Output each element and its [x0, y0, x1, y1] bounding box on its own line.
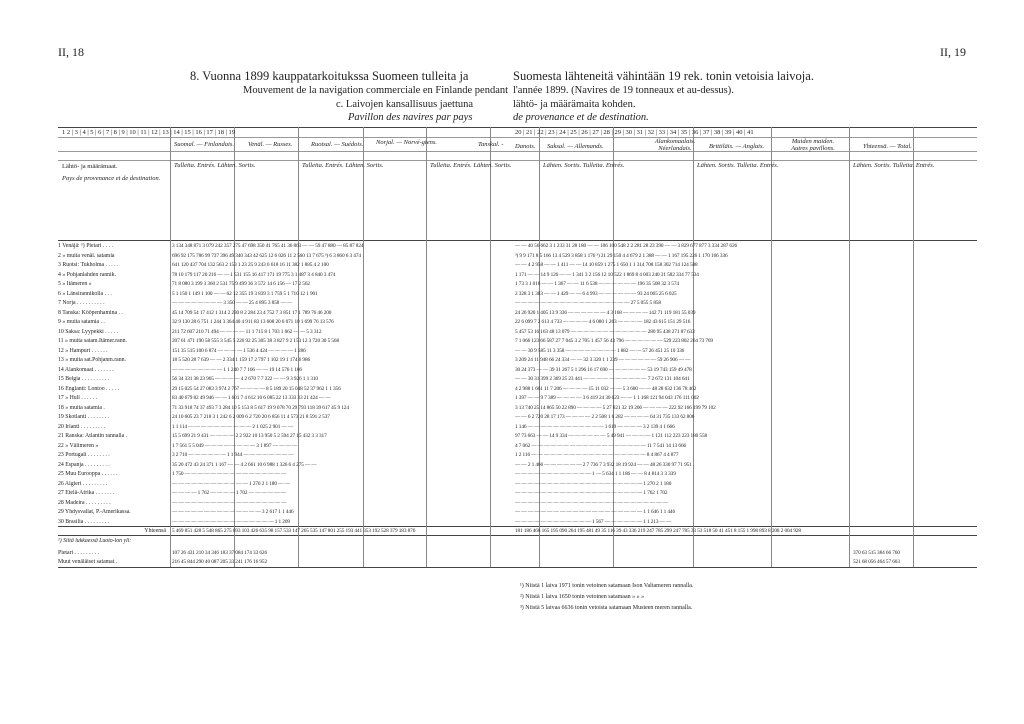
- row-label: 5 » Itämeren »: [58, 281, 92, 287]
- table-row: 22 6 099 7 2 613 4 733 — — — — 4 6 080 1 263 — — — — 182 43 615 151 29 516: [515, 319, 691, 325]
- table-row: — — — — — — — — — — — — — — — — — — — — 1 1 646 1 1 446: [515, 509, 676, 515]
- row-label: 7 Norja . . . . . . . . . .: [58, 300, 105, 306]
- table-row: 32 9 130 28 6 751 1 244 3 364 40 4 911 83 13 608 20 6 071 10 1 699 76 13 576: [172, 319, 334, 325]
- table-row: — — — — — — — — — — — — — — — — — — — — 1 762 1 702: [515, 490, 668, 496]
- table-row: 4 7 062 — — — — — — — — — — — — — — — — — — 11 7 541 14 13 666: [515, 442, 687, 449]
- table-row: 83 40 679 82 49 946 — — 1 601 7 4 612 10 6 085 22 13 333 33 21 424 — —: [172, 395, 331, 401]
- footnote-1: ¹) Niistä 1 laiva 1971 tonin vetoinen satamaan Ison Valtameren rannalla.: [520, 583, 694, 589]
- table-row: — — — — — — — — 3 350 — — 25 4 895 3 858 — —: [172, 300, 293, 306]
- table-row: 15 5 699 21 9 431 — — — — 2 2 922 10 13 950 5 2 594 27 15 432 3 3 317: [172, 433, 327, 439]
- row-label: 29 Yhdysvallat, P.-Amerikassa.: [58, 509, 131, 515]
- subtitle-left-1: Mouvement de la navigation commerciale en Finlande pendant: [243, 85, 509, 96]
- row-label: 9 » muita satamia . .: [58, 319, 105, 325]
- table-row: 24 26 920 1 405 13 9 336 — — — — — — 4 3 168 — — — — 142 71 119 181 55 039: [515, 309, 696, 316]
- row-label: 22 » Välimeren »: [58, 442, 99, 449]
- flag-german: Saksal. — Allemands.: [547, 143, 604, 150]
- table-row: — — 30 31 399 2 369 25 23 441 — — — — — — — — — — 7 2 672 131 104 641: [515, 376, 690, 382]
- footnote-3: ³) Niistä 5 laivaa 6636 tonin vetoista satamaan Musteen meren rannalla.: [520, 605, 693, 611]
- table-row: 1 7 561 5 5 049 — — — — — — — — 3 1 897 — — — —: [172, 442, 298, 449]
- muut-label: Muut venäläiset satamat .: [58, 559, 118, 565]
- table-row: 151 35 515 100 6 874 — — — — 1 536 4 424 — — — — 1 286: [172, 347, 306, 354]
- row-label: 28 Madeira . . . . . . . . .: [58, 499, 111, 506]
- table-row: 1 2 116 — — — — — — — — — — — — — — — — — — 8 4 867 4 4 877: [515, 452, 679, 458]
- left-table: [58, 127, 518, 567]
- table-row: — — — — — — — — — — — — — — — — — — — — — — — —: [515, 499, 668, 506]
- table-row: 97 73 663 — — 14 9 334 — — — — — — 5 49 941 — — — — 1 121 112 223 223 180 558: [515, 433, 708, 439]
- right-in-out-2: Lähten. Sortis. Tulleita. Entrés.: [697, 162, 779, 169]
- table-row: — — — — 1 762 — — — — 1 702 — — — — — —: [172, 490, 286, 496]
- table-row: 1 1 114 — — — — — — — — — — 2 1 025 2 901 — —: [172, 423, 294, 430]
- table-row: 5 457 53 16 163 48 13 079 — — — — — — — — — — — — 280 95 438 271 87 633: [515, 328, 695, 335]
- row-label: 8 Tanska: Kööpenhamina . .: [58, 309, 123, 316]
- table-row: 211 72 607 210 71 494 — — — — 11 1 715 8 1 703 1 662 — — 5 3 312: [172, 328, 322, 335]
- row-label: 14 Alankomaat . . . . . . .: [58, 366, 114, 373]
- row-label: 10 Saksa: Lyypekki . . . . .: [58, 328, 119, 335]
- in-out-heading-3: Tulleita. Entrés. Lähten. Sortis.: [302, 162, 384, 169]
- table-row: 45 14 709 54 17 412 1 314 2 230 8 2 284 23 4 752 7 3 851 17 1 789 76 46 200: [172, 309, 332, 316]
- table-row: 3 2 710 — — — — — — 1 1 944 — — — — — — — —: [172, 452, 294, 458]
- table-row: 3 134 348 871 3 079 242 357 275 47 698 350 41 765 41 36 863 — — 59 47 880 — 85 87 824: [172, 243, 364, 249]
- flag-russian: Venäl. — Russes.: [248, 141, 293, 148]
- row-label: 27 Etelä-Afrika . . . . . . .: [58, 490, 115, 496]
- table-row: 71 8 080 3 199 3 360 2 531 75 9 499 36 3 572 14 6 156 — 17 2 562: [172, 281, 310, 287]
- table-row: — — — — — — — — — — — — — — — — — — — — 1 270 2 1 180: [515, 480, 672, 487]
- table-row: 2 328 3 1 383 — — 1 429 — — 6 4 993 — — — — — — 93 24 065 25 6 025: [515, 290, 677, 297]
- right-column-numbers: 20 | 21 | 22 | 23 | 24 | 25 | 26 | 27 | 28 | 29 | 30 | 31 | 32 | 33 | 34 | 35 | 36 | 37 | 38 | 39 | 40 | 41: [515, 129, 754, 136]
- table-row: 7 1 066 123 66 587 27 7 045 3 2 705 1 457 56 43 796 — — — — — — 529 223 802 264 73 769: [515, 338, 713, 344]
- muut-row-right: 521 68 056 464 57 603: [853, 559, 900, 565]
- row-label: 24 Espanja . . . . . . . . .: [58, 461, 110, 468]
- row-label: 15 Belgia . . . . . . . . . .: [58, 376, 110, 382]
- subtitle-left-3: Pavillon des navires par pays: [348, 112, 473, 123]
- row-label: 2 » muita venäl. satamia: [58, 252, 115, 259]
- table-row: 696 92 175 786 99 737 396 49 340 343 42 625 12 6 026 11 2 560 13 7 675 ³) 6 3 860 6 3 474: [172, 252, 361, 259]
- flag-norwegian: Norjal. — Norvé-giens.: [376, 139, 438, 146]
- table-row: — — — — — — — — — — — — 1 567 — — — — — — 1 1 213 — —: [515, 518, 672, 525]
- in-out-heading-1: Tulleita. Entrés. Lähten. Sortis.: [174, 162, 256, 169]
- table-row: 1 146 — — — — — — — — — — — — 1 619 — — — — 3 2 139 4 1 666: [515, 423, 675, 430]
- table-row: 1 397 — — 9 7 389 — — — — 3 6 419 24 30 623 — — 1 1 168 121 94 043 176 111 002: [515, 395, 699, 401]
- table-row: 3 209 24 11 948 66 24 334 — — 32 3 320 1 1 239 — — — — — — 59 26 906 — —: [515, 357, 691, 363]
- subtitle-right-3: de provenance et de destination.: [513, 112, 649, 123]
- flag-others: Muiden maiden. Autres pavillons.: [791, 138, 835, 152]
- table-row: — — — — — — — — 1 1 240 7 7 166 — — 19 14 576 1 186: [172, 366, 302, 373]
- right-table: [513, 127, 977, 567]
- row-label: 13 » muita sat.Pohjanm.rann.: [58, 357, 126, 363]
- table-row: 18 5 520 28 7 639 — — 2 334 1 159 17 2 797 1 102 19 1 174 6 986: [172, 357, 311, 363]
- title-left: 8. Vuonna 1899 kauppatarkoitukssa Suomeen tulleita ja: [190, 69, 469, 83]
- table-row: — — — — — — — — — — — — — — 3 2 617 1 1 446: [172, 509, 294, 515]
- table-row: 24 10 605 23 7 218 3 1 242 6 2 009 6 2 720 20 6 856 11 4 573 21 8 591 2 537: [172, 414, 330, 420]
- table-row: 35 20 472 43 24 371 1 167 — — 4 2 661 10 6 988 1 326 6 4 275 — —: [172, 461, 317, 468]
- row-label: 20 Irlanti . . . . . . . . .: [58, 423, 106, 430]
- table-row: 71 33 918 74 37 493 7 3 284 10 5 153 8 5 617 19 9 078 70 29 793 118 39 617 45 9 124: [172, 404, 349, 411]
- row-label: 25 Muu Eurooppa . . . . . .: [58, 471, 118, 477]
- flag-finnish: Suomal. — Finlandais.: [174, 141, 234, 148]
- table-row: 207 61 471 190 58 555 3 545 5 226 92 25 305 38 3 827 9 2 153 12 3 720 30 5 568: [172, 338, 339, 344]
- table-row: 3 13 740 25 14 865 50 22 890 — — — — 5 27 821 32 19 206 — — — — 222 92 166 199 79 102: [515, 404, 716, 411]
- table-row: — — — — — — — — — — — — — — — — 1 1 209: [172, 518, 290, 525]
- row-label: 19 Skotlanti . . . . . . . .: [58, 414, 110, 420]
- pietari-row-right: 370 63 515 384 66 760: [853, 550, 900, 556]
- row-label: 23 Portugali . . . . . . . .: [58, 452, 110, 458]
- page-number-left: II, 18: [58, 45, 84, 59]
- right-in-out-1: Lähten. Sortis. Tulleita. Entrés.: [543, 162, 625, 169]
- row-label: 26 Algieri . . . . . . . . .: [58, 480, 108, 487]
- table-row: — — 40 56 662 3 1 233 31 28 180 — — 106 100 548 2 2 281 28 23 390 — — 3 829 677 877 3 334 287 626: [515, 243, 738, 249]
- note-label: ¹) Siitä lukkaessä Luoto-lon yli:: [58, 538, 132, 544]
- total-row-left: 5 469 851 428 5 548 865 275 693 103 426 635 98 157 533 147 265 535 147 801 255 193 441 353 192 528 379 183 876: [172, 528, 416, 534]
- pietari-row-left: 107 26 431 210 34 346 183 37 084 174 33 626: [172, 550, 268, 556]
- subtitle-right-2: lähtö- ja määrämaita kohden.: [513, 99, 636, 110]
- table-row: — — — — — — — — — — — — — — — — — —: [172, 499, 287, 506]
- left-column-numbers: 1 2 | 3 | 4 | 5 | 6 | 7 | 8 | 9 | 10 | 11 | 12 | 13 | 14 | 15 | 16 | 17 | 18 | 19: [62, 129, 236, 136]
- flag-british: Brittiläis. — Anglais.: [709, 143, 765, 150]
- row-label: 6 » Länsirannikolla . . .: [58, 290, 112, 297]
- row-label: 16 Englanti: Lontoo . . . . .: [58, 385, 120, 392]
- row-label: 21 Ranska: Atlantin rannalla .: [58, 433, 128, 439]
- row-label: 11 » muita satam.Itämer.rann.: [58, 338, 128, 344]
- muut-row-left: 216 45 844 290 40 087 205 33 241 176 16 952: [172, 559, 268, 565]
- row-label: 4 » Pohjanlahden rannik.: [58, 271, 116, 278]
- row-label: 30 Brasilia . . . . . . . . .: [58, 518, 110, 525]
- table-row: 5 1 150 1 149 1 100 — — 62 12 355 19 3 839 3 1 759 5 1 710 12 1 901: [172, 290, 318, 297]
- flag-danish: Tanskal. -: [478, 141, 504, 148]
- total-label: Yhteensä: [144, 528, 166, 534]
- table-row: 30 24 373 — — 39 31 267 5 1 296 16 17 690 — — — — — — 53 19 743 159 49 478: [515, 366, 692, 373]
- stub-heading: Lähtö- ja määrämaat.: [62, 163, 118, 170]
- table-row: 1 73 3 1 016 — — 1 367 — — 11 6 538 — — — — — — 196 35 508 32 3 574: [515, 281, 679, 287]
- right-in-out-3: Lähten. Sortis. Tulleita. Entrés.: [853, 162, 935, 169]
- in-out-heading-5: Tulleita. Entrés. Lähten. Sortis.: [430, 162, 512, 169]
- table-row: — — — — — — — — — — — — 1 — 5 634 1 1 186 — — 8 4 814 3 3 339: [515, 471, 676, 477]
- table-row: 1 171 — — 14 9 126 — — 1 341 3 2 156 12 10 522 1 869 8 4 003 240 31 582 334 77 534: [515, 271, 699, 278]
- table-row: — — 30 9 585 11 3 358 — — — — — — — — 1 882 — — 57 26 451 25 10 336: [515, 347, 685, 354]
- row-label: 1 Venäjä: ¹) Pietari . . . .: [58, 243, 113, 249]
- row-label: 3 Ruotsi: Tukholma . . . . .: [58, 262, 119, 268]
- table-row: — — 2 1 466 — — — — — — 2 7 736 7 3 932 18 19 924 — — 48 26 330 97 71 951: [515, 461, 692, 468]
- table-row: 29 15 025 54 27 083 3 974 2 767 — — — — 8 5 189 20 15 048 52 37 962 1 1 356: [172, 385, 341, 392]
- flag-danish-cont: Danois.: [515, 143, 536, 150]
- table-row: — — 4 2 958 — — 1 411 — — 14 10 859 1 275 1 650 1 1 314 708 158 302 714 124 588: [515, 262, 698, 268]
- table-row: — — 6 2 720 28 17 173 — — — — 2 2 508 1 6 282 — — — — 64 31 735 133 62 806: [515, 414, 695, 420]
- table-row: 641 120 437 704 132 563 2 153 1 23 25 9 243 6 618 16 11 382 1 885 4 2 100: [172, 262, 329, 268]
- flag-swedish: Ruotsal. — Suédois.: [311, 141, 364, 148]
- row-label: 12 » Hampuri . . . . . .: [58, 347, 108, 354]
- title-right: Suomesta lähteneitä vähintään 19 rek. tonin vetoisia laivoja.: [513, 69, 814, 83]
- table-row: ³) 9 9 171 8 5 166 13 4 529 3 858 1 176 ³) 21 29 150 4 4 679 2 1 388 — — 1 167 195 226 1 170 166 336: [515, 252, 728, 259]
- stub-heading-fr: Pays de provenance et de destination.: [62, 175, 161, 182]
- table-row: 4 2 988 1 661 11 7 206 — — — — 15 11 032 — — 5 3 600 — — 48 28 632 136 78 462: [515, 385, 697, 392]
- table-row: — — — — — — — — — — — — — — — — — — 27 5 055 5 858: [515, 300, 661, 306]
- subtitle-left-2: c. Laivojen kansallisuus jaettuna: [336, 99, 474, 110]
- table-row: — — — — — — — — — — — — 1 270 2 1 180 — —: [172, 480, 290, 487]
- table-row: 56 34 331 38 23 965 — — — — 4 2 670 7 7 222 — — 9 3 926 1 1 310: [172, 376, 318, 382]
- flag-total: Yhteensä. — Total.: [863, 143, 912, 150]
- row-label: 17 » Hull . . . . . .: [58, 395, 98, 401]
- total-row-right: 181 186 468 165 195 090 264 195 481 49 35 116 39 43 336 219 247 785 299 247 785 33 53 518 50 41 451 8 155 1 998 893 8 208 2 004 928: [515, 528, 801, 534]
- page-number-right: II, 19: [940, 45, 966, 59]
- pietari-label: Pietari . . . . . . . . .: [58, 550, 100, 556]
- table-row: 1 750 — — — — — — — — — — — — — — — —: [172, 471, 287, 477]
- footnote-2: ²) Niistä 1 laiva 1650 tonin vetoinen satamaan » » »: [520, 594, 645, 600]
- subtitle-right-1: l'année 1899. (Navires de 19 tonneaux et au-dessus).: [513, 85, 734, 96]
- row-label: 18 » muita satamia .: [58, 404, 105, 411]
- flag-dutch: Alankomaalais. Néerlandais.: [654, 138, 696, 152]
- table-row: 78 10 179 117 20 216 — — 1 531 155 16 417 171 19 775 3 1 487 3 4 840 3 474: [172, 271, 336, 278]
